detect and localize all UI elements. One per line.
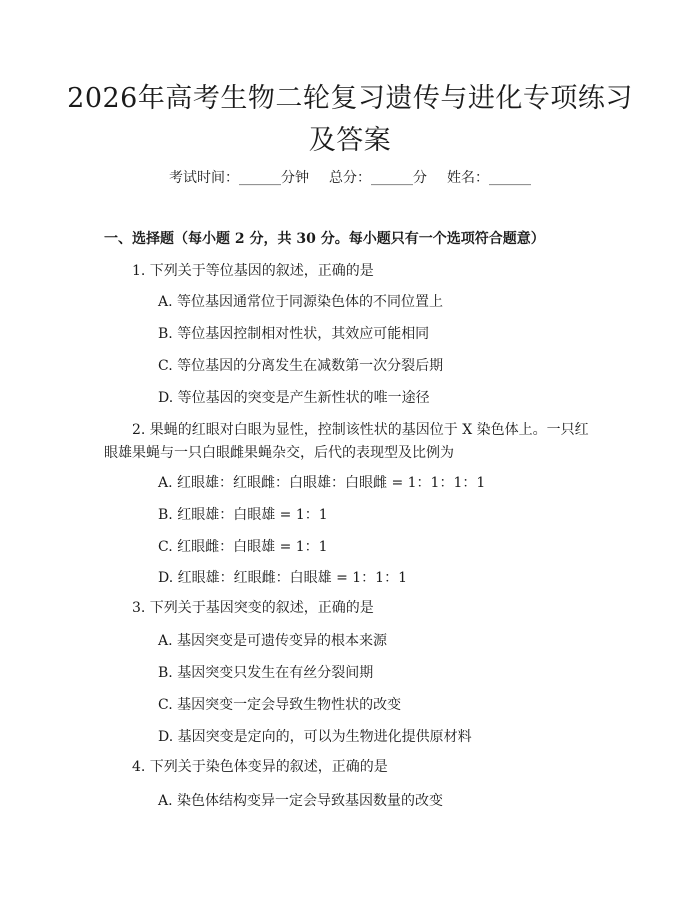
question-2-option-c: C. 红眼雌：白眼雄 = 1：1 [158, 539, 328, 555]
question-2-option-a: A. 红眼雄：红眼雌：白眼雄：白眼雌 = 1：1：1：1 [158, 475, 486, 491]
question-3-option-a: A. 基因突变是可遗传变异的根本来源 [158, 633, 388, 649]
exam-info-line [0, 168, 700, 188]
question-2-option-d: D. 红眼雄：红眼雌：白眼雄 = 1：1：1 [158, 570, 407, 586]
question-3-option-d: D. 基因突变是定向的，可以为生物进化提供原材料 [158, 729, 472, 745]
section-heading: 一、选择题（每小题 2 分，共 30 分。每小题只有一个选项符合题意） [104, 231, 545, 247]
question-1-stem: 1. 下列关于等位基因的叙述，正确的是 [132, 263, 374, 279]
question-1-option-b: B. 等位基因控制相对性状，其效应可能相同 [158, 326, 430, 342]
question-1-option-c: C. 等位基因的分离发生在减数第一次分裂后期 [158, 358, 444, 374]
question-3-option-b: B. 基因突变只发生在有丝分裂间期 [158, 665, 374, 681]
question-3-stem: 3. 下列关于基因突变的叙述，正确的是 [132, 600, 374, 616]
student-name-field: 姓名：______ [447, 170, 531, 186]
question-4-option-a: A. 染色体结构变异一定会导致基因数量的改变 [158, 793, 444, 809]
question-2-stem: 2. 果蝇的红眼对白眼为显性，控制该性状的基因位于 X 染色体上。一只红眼雄果蝇与一只白眼雌果蝇杂交，后代的表现型及比例为 [104, 422, 589, 461]
question-1-option-d: D. 等位基因的突变是产生新性状的唯一途径 [158, 390, 430, 406]
question-2-option-b: B. 红眼雄：白眼雄 = 1：1 [158, 507, 328, 523]
document-title: 2026年高考生物二轮复习遗传与进化专项练习及答案 [67, 83, 633, 156]
question-1-option-a: A. 等位基因通常位于同源染色体的不同位置上 [158, 294, 444, 310]
total-score-field: 总分：______分 [329, 170, 427, 186]
exam-time-field: 考试时间：______分钟 [169, 170, 309, 186]
question-3-option-c: C. 基因突变一定会导致生物性状的改变 [158, 697, 402, 713]
question-4-stem: 4. 下列关于染色体变异的叙述，正确的是 [132, 759, 388, 775]
